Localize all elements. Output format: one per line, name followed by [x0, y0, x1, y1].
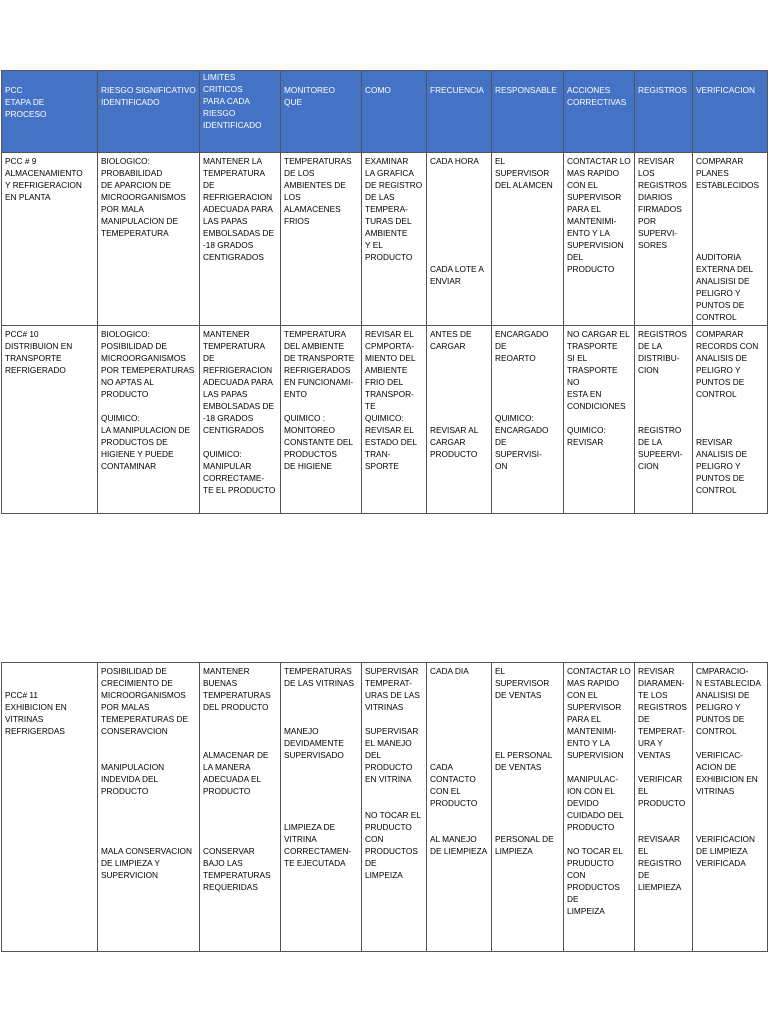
table-cell — [281, 326, 362, 514]
cell-text: REVISAR LOS REGISTROS DIARIOS FIRMADOS POR SUPERVI- SORES — [638, 156, 687, 250]
header-responsable — [492, 71, 564, 153]
header-como-text: COMO — [365, 85, 391, 95]
cell-text: COMPARAR RECORDS CON ANALISIS DE PELIGRO Y PUNTOS DE CONTROL REVISAR ANALISIS DE PELIGRO Y PUNTOS DE CONTROL — [696, 329, 759, 495]
cell-text: CMPARACIO- N ESTABLECIDA ANALISISI DE PELIGRO Y PUNTOS DE CONTROL VERIFICAC- ACION DE EXHIBICION EN VITRINAS VERIFICACION DE LIMPIEZA VERIFICADA — [696, 666, 761, 868]
cell-text: TEMPERATURAS DE LOS AMBIENTES DE LOS ALAMACENES FRIOS — [284, 156, 352, 226]
table-cell — [492, 663, 564, 952]
cell-text: CADA HORA CADA LOTE A ENVIAR — [430, 156, 484, 286]
table-cell — [693, 153, 768, 326]
header-verificacion-text: VERIFICACION — [696, 85, 756, 95]
header-pcc-text: PCC ETAPA DE PROCESO — [5, 85, 47, 119]
table-cell — [98, 663, 200, 952]
header-acciones — [564, 71, 635, 153]
table-row — [2, 663, 768, 952]
cell-text: COMPARAR PLANES ESTABLECIDOS AUDITORIA EXTERNA DEL ANALISISI DE PELIGRO Y PUNTOS DE CONTROL — [696, 156, 760, 322]
table-cell — [635, 326, 693, 514]
header-registros-text: REGISTROS — [638, 85, 687, 95]
cell-text: PCC# 11 EXHIBICION EN VITRINAS REFRIGERDAS — [5, 690, 67, 736]
cell-text: TEMPERATURAS DE LAS VITRINAS MANEJO DEVIDAMENTE SUPERVISADO LIMPIEZA DE VITRINA CORRECTAMEN- TE EJECUTADA — [284, 666, 355, 868]
haccp-table-2 — [1, 662, 768, 952]
cell-text: BIOLOGICO: PROBABILIDAD DE APARCION DE MICROORGANISMOS POR MALA MANIPULACION DE TEMEPERATURA — [101, 156, 186, 238]
table-cell — [200, 326, 281, 514]
table-cell — [2, 153, 98, 326]
header-riesgo — [98, 71, 200, 153]
table-cell — [362, 153, 427, 326]
cell-text: EXAMINAR LA GRAFICA DE REGISTRO DE LAS TEMPERA- TURAS DEL AMBIENTE Y EL PRODUCTO — [365, 156, 423, 262]
header-monitoreo — [281, 71, 362, 153]
cell-text: NO CARGAR EL TRASPORTE SI EL TRASPORTE NO ESTA EN CONDICIONES QUIMICO: REVISAR — [567, 329, 630, 447]
table-cell — [98, 326, 200, 514]
cell-text: PCC # 9 ALMACENAMIENTO Y REFRIGERACION EN PLANTA — [5, 156, 83, 202]
cell-text: ANTES DE CARGAR REVISAR AL CARGAR PRODUCTO — [430, 329, 479, 459]
cell-text: REVISAR DIARAMEN- TE LOS REGISTROS DE TEMPERAT- URA Y VENTAS VERIFICAR EL PRODUCTO REVISAAR EL REGISTRO DE LIEMPIEZA — [638, 666, 687, 892]
table-cell — [492, 326, 564, 514]
table-cell — [693, 326, 768, 514]
cell-text: CADA DIA CADA CONTACTO CON EL PRODUCTO AL MANEJO DE LIEMPIEZA — [430, 666, 488, 856]
cell-text: SUPERVISAR TEMPERAT- URAS DE LAS VITRINAS SUPERVISAR EL MANEJO DEL PRODUCTO EN VITRINA NO TOCAR EL PRUDUCTO CON PRODUCTOS DE LIMPEIZA — [365, 666, 421, 880]
table-cell — [693, 663, 768, 952]
cell-text: MANTENER TEMPERATURA DE REFRIGERACION ADECUADA PARA LAS PAPAS EMBOLSADAS DE -18 GRADOS CENTIGRADOS QUIMICO: MANIPULAR CORRECTAME- TE EL PRODUCTO — [203, 329, 276, 495]
header-monitoreo-text: MONITOREO QUE — [284, 85, 336, 107]
cell-text: CONTACTAR LO MAS RAPIDO CON EL SUPERVISOR PARA EL MANTENIMI- ENTO Y LA SUPERVISION MANIPULAC- ION CON EL DEVIDO CUIDADO DEL PRODUCTO NO TOCAR EL PRUDUCTO CON PRODUCTOS DE LIMPEIZA — [567, 666, 631, 916]
table-cell — [427, 326, 492, 514]
table-cell — [2, 663, 98, 952]
table-cell — [635, 663, 693, 952]
table-cell — [200, 153, 281, 326]
cell-text: EL SUPERVISOR DE VENTAS EL PERSONAL DE VENTAS PERSONAL DE LIMPIEZA — [495, 666, 554, 856]
header-frecuencia — [427, 71, 492, 153]
header-verificacion — [693, 71, 768, 153]
table-cell — [564, 153, 635, 326]
table-cell — [281, 153, 362, 326]
header-registros — [635, 71, 693, 153]
table-cell — [564, 663, 635, 952]
cell-text: REGISTROS DE LA DISTRIBU- CION REGISTRO DE LA SUPEERVI- CION — [638, 329, 687, 471]
header-riesgo-text: RIESGO SIGNIFICATIVO IDENTIFICADO — [101, 85, 196, 107]
table-cell — [362, 326, 427, 514]
table-cell — [200, 663, 281, 952]
cell-text: REVISAR EL CPMPORTA- MIENTO DEL AMBIENTE FRIO DEL TRANSPOR- TE QUIMICO: REVISAR EL ESTADO DEL TRAN- SPORTE — [365, 329, 417, 471]
cell-text: POSIBILIDAD DE CRECIMIENTO DE MICROORGANISMOS POR MALAS TEMEPERATURAS DE CONSERAVCION MANIPULACION INDEVIDA DEL PRODUCTO MALA CONSERVACION DE LIMPIEZA Y SUPERVICION — [101, 666, 192, 880]
table-row — [2, 326, 768, 514]
table-cell — [2, 326, 98, 514]
cell-text: MANTENER BUENAS TEMPERATURAS DEL PRODUCTO ALMACENAR DE LA MANERA ADECUADA EL PRODUCTO CONSERVAR BAJO LAS TEMPERATURAS REQUERIDAS — [203, 666, 271, 892]
header-como — [362, 71, 427, 153]
header-pcc — [2, 71, 98, 153]
table-cell — [635, 153, 693, 326]
cell-text: TEMPERATURA DEL AMBIENTE DE TRANSPORTE REFRIGERADOS EN FUNCIONAMI- ENTO QUIMICO : MONITOREO CONSTANTE DEL PRODUCTOS DE HIGIENE — [284, 329, 355, 471]
cell-text: BIOLOGICO: POSIBILIDAD DE MICROORGANISMOS POR TEMEPERATURAS NO APTAS AL PRODUCTO QUIMICO: LA MANIPULACION DE PRODUCTOS DE HIGIENE Y PUEDE CONTAMINAR — [101, 329, 195, 471]
header-frecuencia-text: FRECUENCIA — [430, 85, 484, 95]
table-cell — [427, 153, 492, 326]
header-row — [2, 71, 768, 153]
cell-text: PCC# 10 DISTRIBUION EN TRANSPORTE REFRIGERADO — [5, 329, 73, 375]
table-cell — [564, 326, 635, 514]
cell-text: EL SUPERVISOR DEL ALAMCEN — [495, 156, 553, 190]
table-cell — [98, 153, 200, 326]
header-limites — [200, 71, 281, 153]
table-row — [2, 153, 768, 326]
header-limites-text: LIMITES CRITICOS PARA CADA RIESGO IDENTIFICADO — [203, 72, 262, 130]
cell-text: MANTENER LA TEMPERATURA DE REFRIGERACION ADECUADA PARA LAS PAPAS EMBOLSADAS DE -18 GRADOS CENTIGRADOS — [203, 156, 275, 262]
table-cell — [362, 663, 427, 952]
table-cell — [281, 663, 362, 952]
table-cell — [427, 663, 492, 952]
cell-text: CONTACTAR LO MAS RAPIDO CON EL SUPERVISOR PARA EL MANTENIMI- ENTO Y LA SUPERVISION DEL PRODUCTO — [567, 156, 631, 274]
header-responsable-text: RESPONSABLE — [495, 85, 557, 95]
header-acciones-text: ACCIONES CORRECTIVAS — [567, 85, 627, 107]
haccp-table-1 — [1, 70, 768, 514]
table-cell — [492, 153, 564, 326]
cell-text: ENCARGADO DE REOARTO QUIMICO: ENCARGADO DE SUPERVISI- ON — [495, 329, 549, 471]
